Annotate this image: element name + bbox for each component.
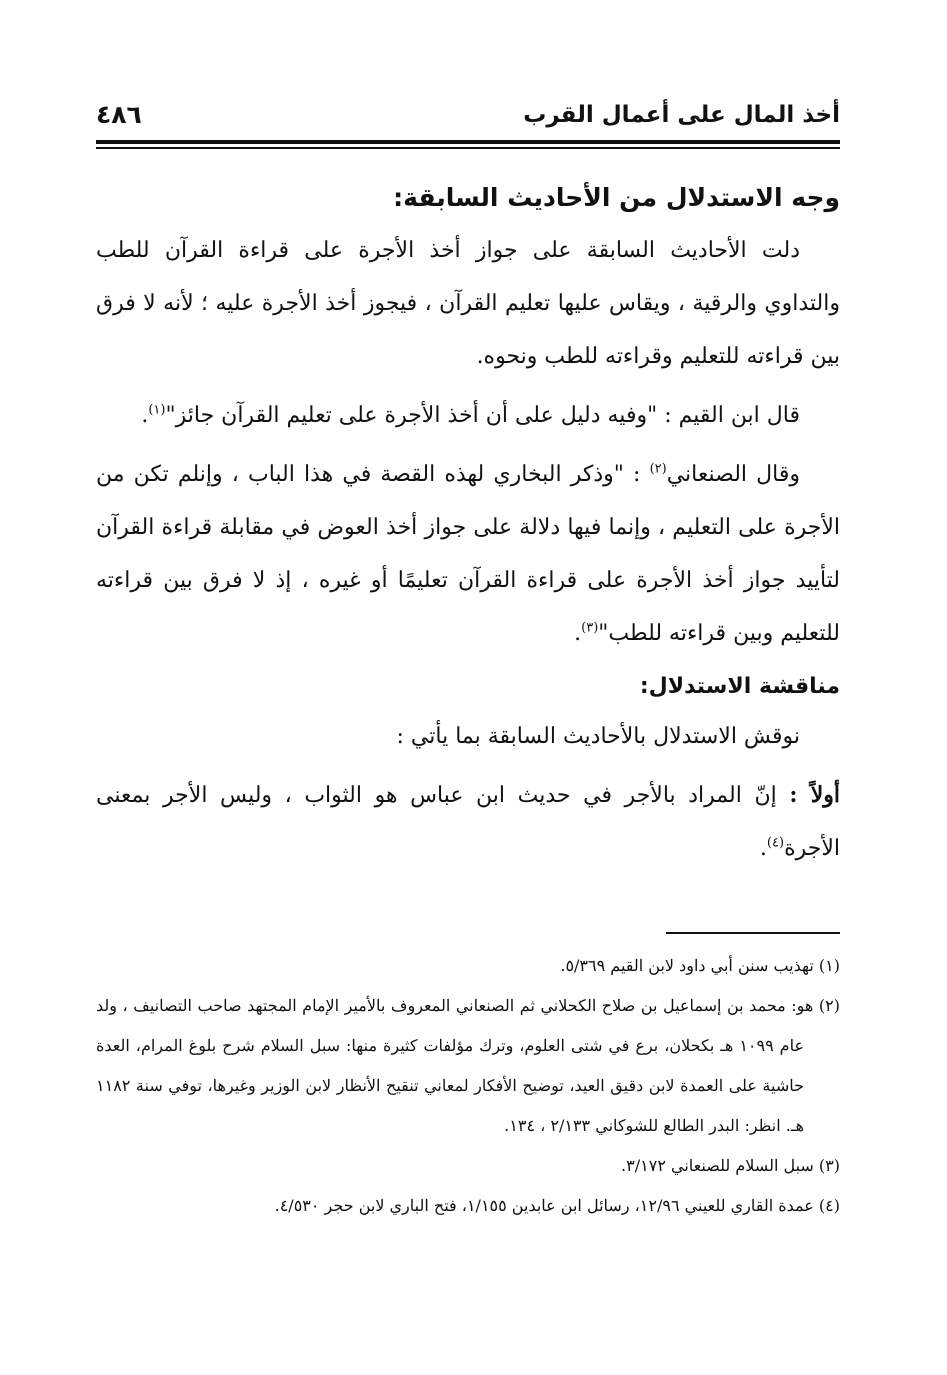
paragraph-ibn-qayyim [96,389,840,442]
header-rule-thick [96,140,840,144]
footnote-separator [666,932,840,934]
quote-text: قال ابن القيم : "وفيه دليل على أن أخذ الأجرة على تعليم القرآن جائز" [165,403,800,428]
point-label: أولاً : [789,782,840,808]
page-number: ٤٨٦ [96,100,142,129]
running-title: أخذ المال على أعمال القرب [523,102,840,128]
paragraph-inference: دلت الأحاديث السابقة على جواز أخذ الأجرة على قراءة القرآن للطب والتداوي والرقية ، ويقاس عليها تعليم القرآن ، فيجوز أخذ الأجرة عليه ؛ لأنه لا فرق بين قراءته للتعليم وقراءته للطب ونحوه. [96,238,840,369]
section-heading-inference: وجه الاستدلال من الأحاديث السابقة: [393,183,840,212]
period: . [574,621,582,646]
main-text [96,172,840,875]
quote-text: : "وذكر البخاري لهذه القصة في هذا الباب ، وإنلم تكن من الأجرة على التعليم ، وإنما فيها دلالة على جواز أخذ العوض في مقابلة قراءة القرآن لتأييد جواز أخذ الأجرة على قراءة القرآن تعليمًا أو غيره ، إذ لا فرق بين قراءته للتعليم وبين قراءته للطب" [96,462,840,646]
header-rule-thin [96,147,840,149]
footnote-4: (٤) عمدة القاري للعيني ١٢/٩٦، رسائل ابن عابدين ١/١٥٥، فتح الباري لابن حجر ٤/٥٣٠. [274,1196,840,1215]
paragraph-first-point [96,769,840,875]
footnote-3: (٣) سبل السلام للصنعاني ٣/١٧٢. [621,1156,840,1175]
footnote-ref-3[interactable]: (٣) [581,620,599,636]
period: . [141,403,149,428]
page-header [96,96,840,140]
footnote-ref-4[interactable]: (٤) [766,835,785,851]
paragraph-sanani [96,448,840,660]
footnotes [96,946,840,1226]
footnote-1: (١) تهذيب سنن أبي داود لابن القيم ٥/٣٦٩. [560,956,840,975]
footnote-2: (٢) هو: محمد بن إسماعيل بن صلاح الكحلاني ثم الصنعاني المعروف بالأمير الإمام المجتهد صاحب التصانيف ، ولد عام ١٠٩٩ هـ بكحلان، برع في شتى العلوم، وترك مؤلفات كثيرة منها: سبل السلام شرح بلوغ المرام، العدة حاشية على العمدة لابن دقيق العيد، توضيح الأفكار لمعاني تنقيح الأنظار لابن الوزير وغيرها، توفي سنة ١١٨٢ هـ. انظر: البدر الطالع للشوكاني ٢/١٣٣ ، ١٣٤. [96,996,840,1135]
footnote-ref-1[interactable]: (١) [148,402,166,418]
footnote-ref-2[interactable]: (٢) [649,461,667,477]
section-heading-discussion: مناقشة الاستدلال: [639,674,840,699]
period: . [759,836,767,861]
point-text: إنّ المراد بالأجر في حديث ابن عباس هو الثواب ، وليس الأجر بمعنى الأجرة [96,783,840,861]
intro-text: وقال الصنعاني [666,462,800,487]
paragraph-discussion-intro: نوقش الاستدلال بالأحاديث السابقة بما يأتي : [396,724,800,749]
